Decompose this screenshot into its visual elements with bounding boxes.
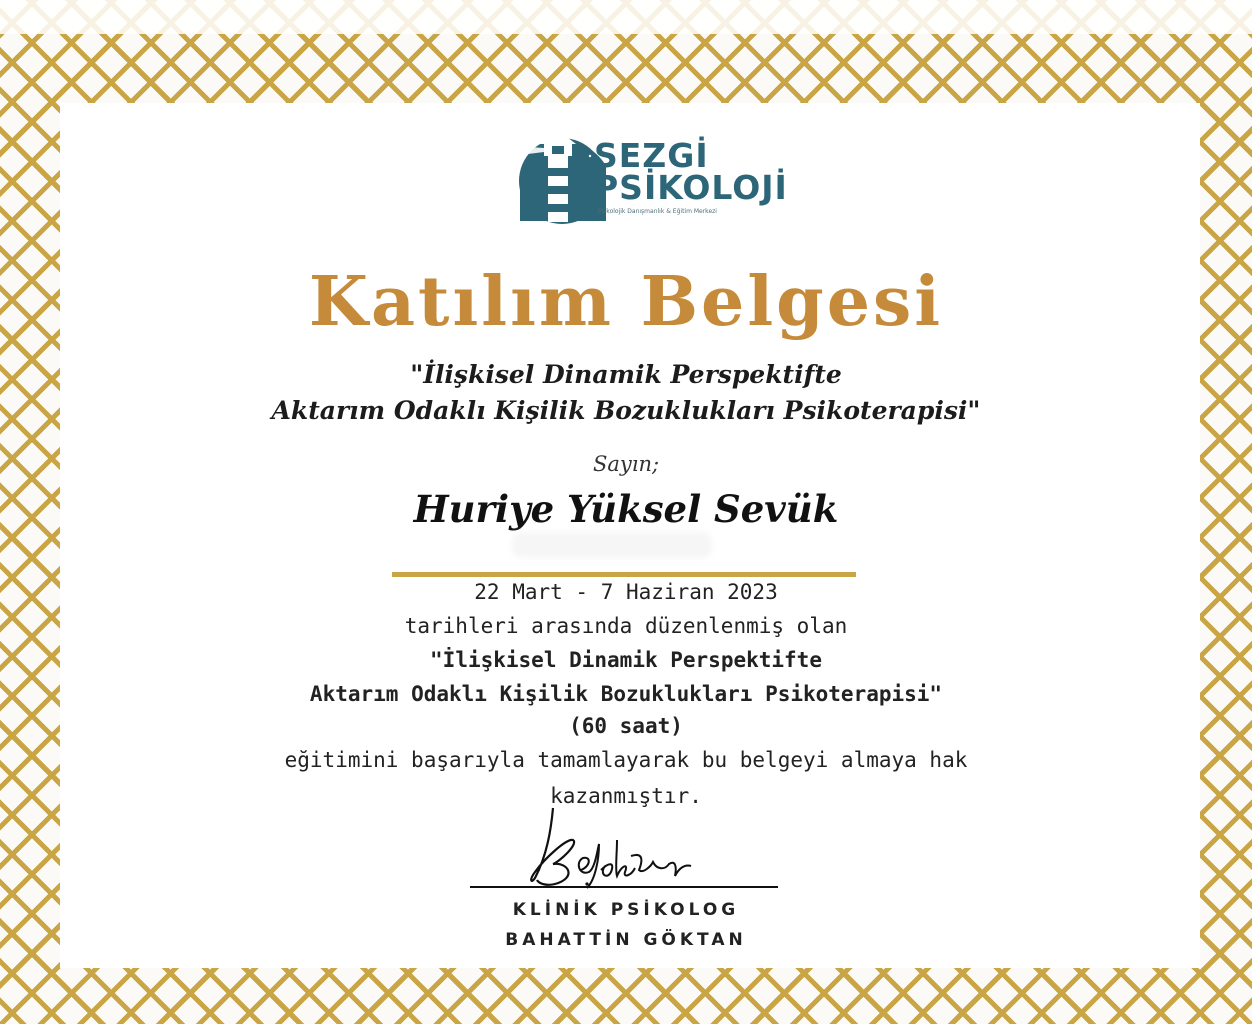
- date-range: 22 Mart - 7 Haziran 2023: [474, 580, 778, 604]
- course-line-1: "İlişkisel Dinamik Perspektifte: [430, 648, 822, 672]
- logo-text-psikoloji: PSİKOLOJİ: [594, 168, 788, 207]
- signatory-name: BAHATTİN GÖKTAN: [505, 930, 747, 950]
- recipient-name: Huriye Yüksel Sevük: [413, 487, 839, 531]
- blurred-area: [512, 532, 712, 558]
- course-line-2: Aktarım Odaklı Kişilik Bozuklukları Psikoterapisi": [309, 682, 943, 706]
- name-underline: [392, 572, 856, 577]
- course-duration: (60 saat): [569, 714, 683, 738]
- signature-line: [470, 886, 778, 888]
- salutation: Sayın;: [592, 452, 660, 476]
- subtitle-line-1: "İlişkisel Dinamik Perspektifte: [410, 360, 842, 389]
- certificate-title: Katılım Belgesi: [308, 262, 944, 342]
- logo-text-sezgi: SEZGİ: [594, 136, 709, 175]
- intro-text: tarihleri arasında düzenlenmiş olan: [404, 614, 848, 638]
- closing-line-1: eğitimini başarıyla tamamlayarak bu belgeyi almaya hak: [284, 748, 968, 772]
- top-strip: [0, 0, 1252, 34]
- logo-tagline: Psikolojik Danışmanlık & Eğitim Merkezi: [598, 208, 717, 215]
- closing-line-2: kazanmıştır.: [550, 784, 702, 808]
- signature: [525, 800, 725, 890]
- signatory-title: KLİNİK PSİKOLOG: [512, 900, 740, 920]
- subtitle-line-2: Aktarım Odaklı Kişilik Bozuklukları Psikoterapisi": [271, 396, 981, 425]
